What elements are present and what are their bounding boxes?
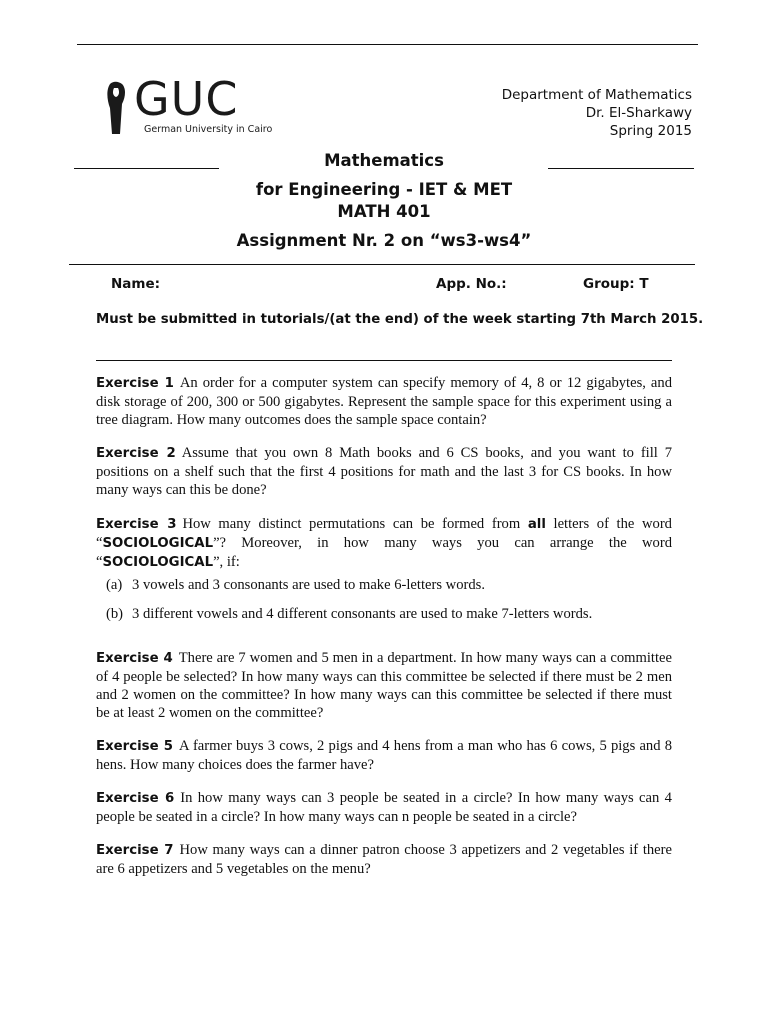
- logo-subtitle: German University in Cairo: [144, 124, 273, 135]
- exercise-3-text-2: letters of the word “: [96, 516, 672, 551]
- top-rule: [77, 44, 698, 45]
- exercise-3: [96, 515, 672, 572]
- subject-title: Mathematics: [324, 151, 444, 170]
- submission-deadline: Must be submitted in tutorials/(at the end) of the week starting 7th March 2015.: [96, 312, 704, 327]
- exercise-3-part-a-text: 3 vowels and 3 consonants are used to make 6-letters words.: [132, 577, 486, 593]
- exercise-2: [96, 444, 672, 499]
- assignment-title: Assignment Nr. 2 on “ws3-ws4”: [236, 231, 532, 250]
- exercise-3-part-a: [106, 576, 672, 594]
- exercise-3-text-3: ”? Moreover, in how many ways you can arrange the word “: [96, 535, 672, 570]
- programs-title: for Engineering - IET & MET: [255, 180, 513, 199]
- department-block: [502, 86, 692, 140]
- exercise-7-label: Exercise 7: [96, 843, 174, 858]
- exercise-3-part-b: [106, 605, 672, 623]
- instructor-name: Dr. El-Sharkawy: [585, 105, 692, 121]
- header-bottom-rule: [69, 264, 695, 265]
- exercise-7-text: How many ways can a dinner patron choose 3 appetizers and 2 vegetables if there are 6 appetizers and 5 vegetables on the menu?: [96, 842, 672, 877]
- guc-logo: [104, 72, 273, 140]
- app-no-field-label: App. No.:: [436, 276, 507, 292]
- exercise-3-keyword-word-1: SOCIOLOGICAL: [102, 536, 214, 551]
- exercise-3-label: Exercise 3: [96, 517, 177, 532]
- exercise-4-text: There are 7 women and 5 men in a department. In how many ways can a committee of 4 people be selected? In how many ways can this committee be selected if there must be 2 men and 2 women on the committee? In how many ways can this committee be selected if there must be at least 2 women on the committee?: [96, 650, 672, 721]
- exercise-6-text: In how many ways can 3 people be seated in a circle? In how many ways can 4 people be seated in a circle? In how many ways can n people be seated in a circle?: [96, 790, 672, 825]
- exercise-3-part-a-label: (a): [106, 577, 123, 593]
- exercise-4: [96, 649, 672, 722]
- exercise-1-label: Exercise 1: [96, 376, 174, 391]
- exercise-3-keyword-all: all: [527, 517, 546, 532]
- exercise-6-label: Exercise 6: [96, 791, 175, 806]
- exercise-1: [96, 374, 672, 429]
- exercise-5-label: Exercise 5: [96, 739, 174, 754]
- exercise-3-text-1: How many distinct permutations can be formed from: [182, 516, 521, 532]
- name-field-label: Name:: [111, 276, 161, 292]
- course-code: MATH 401: [337, 202, 431, 221]
- exercise-3-text-4: ”, if:: [213, 554, 240, 570]
- exercise-2-label: Exercise 2: [96, 446, 176, 461]
- exercise-3-keyword-word-2: SOCIOLOGICAL: [102, 555, 214, 570]
- exercise-4-label: Exercise 4: [96, 651, 173, 666]
- exercise-5-text: A farmer buys 3 cows, 2 pigs and 4 hens from a man who has 6 cows, 5 pigs and 8 hens. How many choices does the farmer have?: [96, 738, 672, 773]
- exercises-top-rule: [96, 360, 672, 361]
- exercise-1-text: An order for a computer system can specify memory of 4, 8 or 12 gigabytes, and disk storage of 200, 300 or 500 gigabytes. Represent the sample space for this experiment using a tree diagram. How many outcomes does the sample space contain?: [96, 375, 673, 428]
- group-field-label: Group: T: [583, 276, 649, 292]
- logo-wordmark: GUC: [134, 72, 239, 126]
- exercise-7: [96, 841, 672, 878]
- exercise-3-part-b-text: 3 different vowels and 4 different consonants are used to make 7-letters words.: [132, 606, 593, 622]
- exercise-6: [96, 789, 672, 826]
- exercise-2-text: Assume that you own 8 Math books and 6 CS books, and you want to fill 7 positions on a shelf such that the first 4 positions for math and the last 3 for CS books. In how many ways can this be done?: [96, 445, 672, 498]
- term: Spring 2015: [609, 123, 692, 139]
- exercise-5: [96, 737, 672, 774]
- department-name: Department of Mathematics: [501, 87, 692, 103]
- exercise-3-part-b-label: (b): [106, 606, 124, 622]
